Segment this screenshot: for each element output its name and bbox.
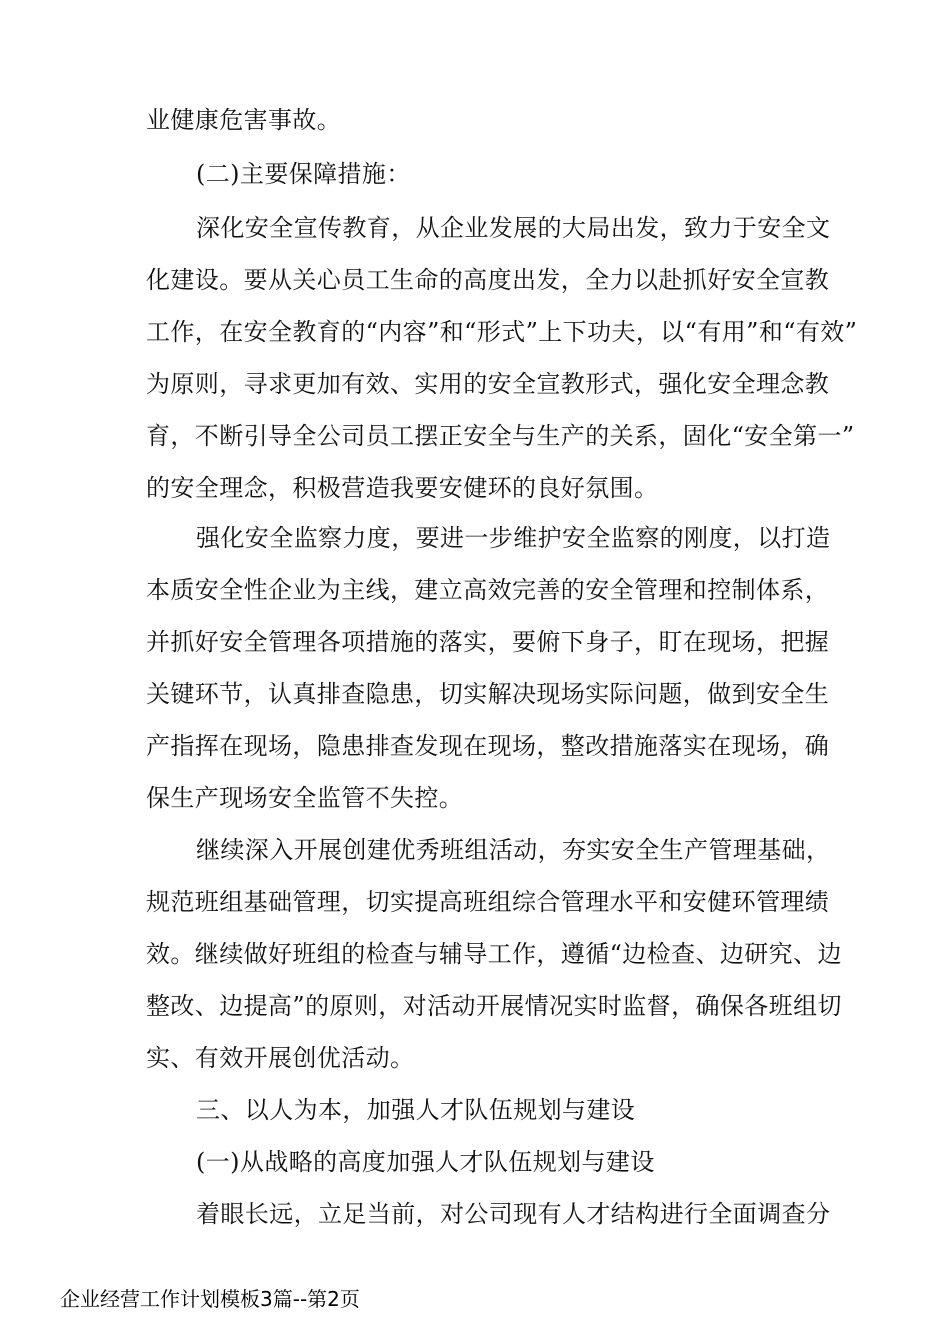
- text-line: 关键环节，认真排查隐患，切实解决现场实际问题，做到安全生: [146, 680, 830, 708]
- text-line: 产指挥在现场，隐患排查发现在现场，整改措施落实在现场，确: [146, 732, 830, 760]
- text-line: 强化安全监察力度，要进一步维护安全监察的刚度，以打造: [196, 524, 831, 552]
- section-heading: 三、以人为本，加强人才队伍规划与建设: [196, 1096, 636, 1124]
- text-line: 效。继续做好班组的检查与辅导工作，遵循“边检查、边研究、边: [146, 940, 842, 968]
- text-line: 深化安全宣传教育，从企业发展的大局出发，致力于安全文: [196, 214, 831, 242]
- text-line: 着眼长远，立足当前，对公司现有人才结构进行全面调查分: [196, 1200, 831, 1228]
- page-footer: 企业经营工作计划模板3篇--第2页: [60, 1287, 360, 1311]
- text-line: 规范班组基础管理，切实提高班组综合管理水平和安健环管理绩: [146, 888, 830, 916]
- text-line: 业健康危害事故。: [146, 106, 342, 134]
- text-line: 工作，在安全教育的“内容”和“形式”上下功夫，以“有用”和“有效”: [146, 318, 858, 346]
- text-line: 的安全理念，积极营造我要安健环的良好氛围。: [146, 474, 659, 502]
- text-line: 并抓好安全管理各项措施的落实，要俯下身子，盯在现场，把握: [146, 628, 830, 656]
- text-line: 实、有效开展创优活动。: [146, 1044, 415, 1072]
- text-line: 化建设。要从关心员工生命的高度出发，全力以赴抓好安全宣教: [146, 266, 830, 294]
- text-line: 继续深入开展创建优秀班组活动，夯实安全生产管理基础，: [196, 836, 831, 864]
- text-line: 为原则，寻求更加有效、实用的安全宣教形式，强化安全理念教: [146, 370, 830, 398]
- text-line: 育，不断引导全公司员工摆正安全与生产的关系，固化“安全第一”: [146, 422, 855, 450]
- subsection-heading: (一)从战略的高度加强人才队伍规划与建设: [196, 1148, 655, 1176]
- text-line: 保生产现场安全监管不失控。: [146, 784, 464, 812]
- text-line: 本质安全性企业为主线，建立高效完善的安全管理和控制体系，: [146, 576, 830, 604]
- text-line: 整改、边提高”的原则，对活动开展情况实时监督，确保各班组切: [146, 992, 842, 1020]
- section-heading: (二)主要保障措施：: [196, 160, 411, 188]
